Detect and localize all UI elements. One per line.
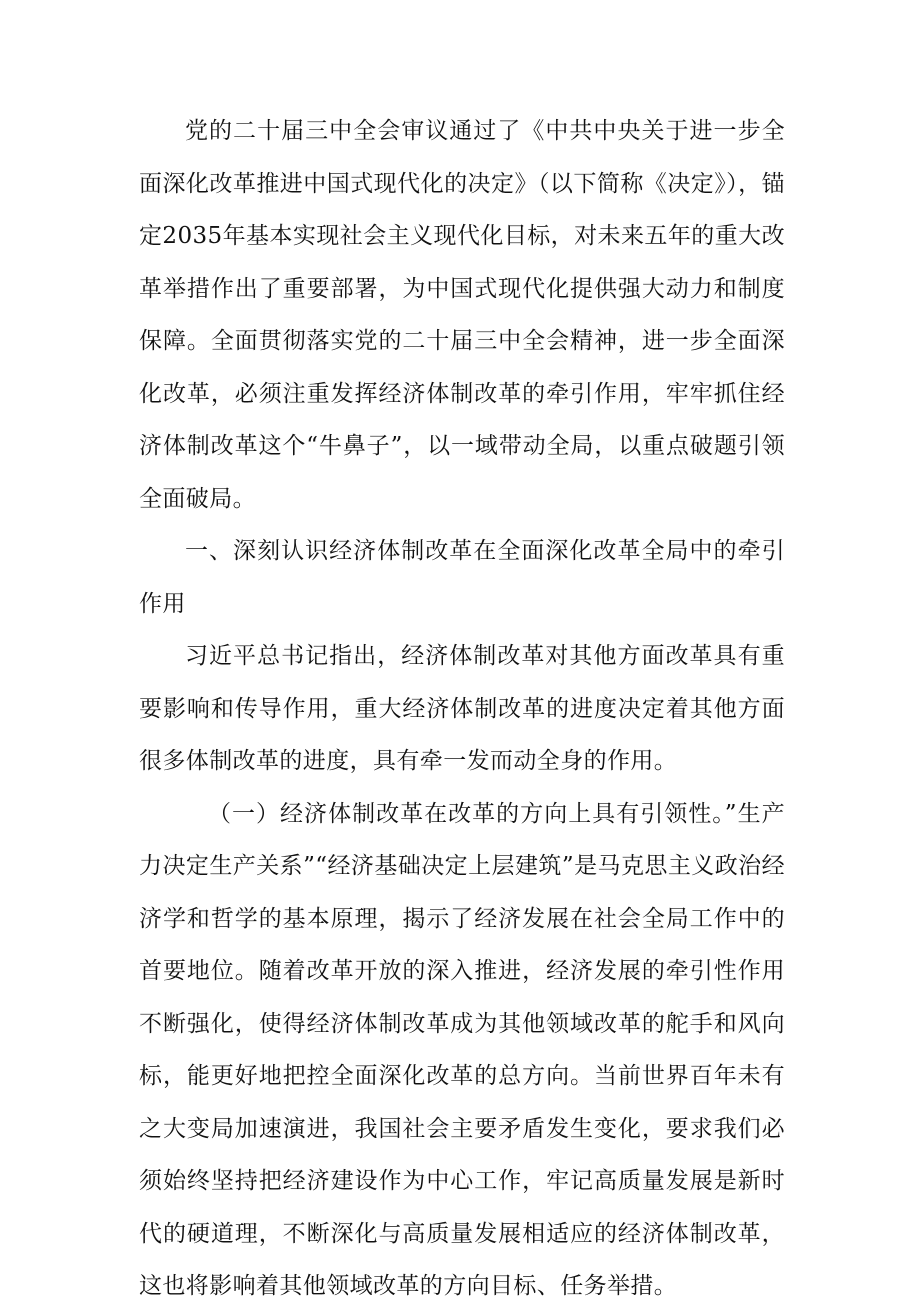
document-body xyxy=(139,105,785,1313)
intro-paragraph: 党的二十届三中全会审议通过了《中共中央关于进一步全面深化改革推进中国式现代化的决定》（以下简称《决定》），锚定2035年基本实现社会主义现代化目标，对未来五年的重大改革举措作出了重要部署，为中国式现代化提供强大动力和制度保障。全面贯彻落实党的二十届三中全会精神，进一步全面深化改革，必须注重发挥经济体制改革的牵引作用，牢牢抓住经济体制改革这个“牛鼻子”，以一域带动全局，以重点破题引领全面破局。 xyxy=(139,118,785,512)
quote-paragraph: 习近平总书记指出，经济体制改革对其他方面改革具有重要影响和传导作用，重大经济体制改革的进度决定着其他方面很多体制改革的进度，具有牵一发而动全身的作用。 xyxy=(139,643,785,774)
section-heading: 一、深刻认识经济体制改革在全面深化改革全局中的牵引作用 xyxy=(139,538,785,617)
subsection-paragraph: （一）经济体制改革在改革的方向上具有引领性。”生产力决定生产关系”“经济基础决定上层建筑”是马克思主义政治经济学和哲学的基本原理，揭示了经济发展在社会全局工作中的首要地位。随着改革开放的深入推进，经济发展的牵引性作用不断强化，使得经济体制改革成为其他领域改革的舵手和风向标，能更好地把控全面深化改革的总方向。当前世界百年未有之大变局加速演进，我国社会主要矛盾发生变化，要求我们必须始终坚持把经济建设作为中心工作，牢记高质量发展是新时代的硬道理，不断深化与高质量发展相适应的经济体制改革，这也将影响着其他领域改革的方向目标、任务举措。 xyxy=(139,800,785,1299)
